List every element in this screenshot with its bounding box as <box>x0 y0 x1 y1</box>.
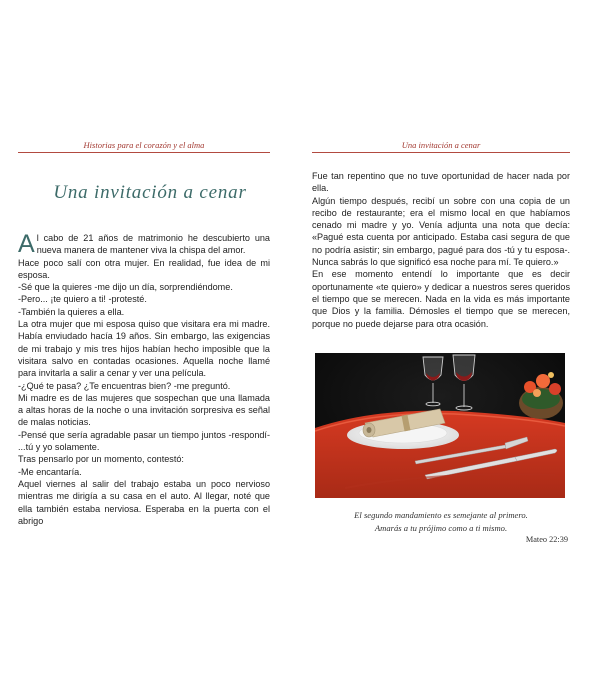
paragraph: -Sé que la quieres -me dijo un día, sorprendiéndome. <box>18 282 233 293</box>
verse-line-1: El segundo mandamiento es semejante al primero. <box>354 510 528 520</box>
paragraph: Mi madre es de las mujeres que sospechan que una llamada a altas horas de la noche o una invitación sorpresiva es señal de malas noticias. <box>18 392 270 428</box>
dinner-table-photo <box>315 353 565 498</box>
paragraph: -También la quieres a ella. <box>18 306 125 317</box>
right-body-text <box>312 170 570 330</box>
paragraph: -Me encantaría. <box>18 466 82 477</box>
header-rule-left <box>18 152 270 153</box>
paragraph: Algún tiempo después, recibí un sobre con una copia de un recibo de restaurante; era el mismo local en que habíamos cenado mi madre y yo. Venía adjunta una nota que decía: «Pagué esta cuenta por anticipado. Estaba casi segura de que no podría asistir; sin embargo, pagué para dos -tú y tu esposa-. Nunca sabrás lo que significó esa noche para mí. Te quiero.» <box>312 195 570 268</box>
right-page <box>300 0 600 691</box>
paragraph: La otra mujer que mi esposa quiso que visitara era mi madre. Había enviudado hacía 19 años. Sin embargo, las exigencias de mi trabajo y mis tres hijos habían hecho imposible que la visitara salvo en contadas ocasiones. Aquella noche llamé para invitarla a salir a cenar y ver una película. <box>18 319 270 379</box>
verse-line-2: Amarás a tu prójimo como a ti mismo. <box>374 523 508 533</box>
paragraph: -¿Qué te pasa? ¿Te encuentras bien? -me preguntó. <box>18 380 231 391</box>
left-body-text <box>18 232 270 527</box>
paragraph: Aquel viernes al salir del trabajo estaba un poco nervioso mientras me dirigía a su casa en el auto. Al llegar, noté que ella también estaba nerviosa. Esperaba en la puerta con el abrigo <box>18 478 270 526</box>
header-rule-right <box>312 152 570 153</box>
paragraph: -Pero... ¡te quiero a ti! -protesté. <box>18 294 147 305</box>
running-head-right: Una invitación a cenar <box>401 140 481 150</box>
paragraph: Hace poco salí con otra mujer. En realidad, fue idea de mi esposa. <box>18 257 270 280</box>
chapter-title: Una invitación a cenar <box>53 182 247 203</box>
drop-cap: A <box>18 230 35 258</box>
paragraph: Fue tan repentino que no tuve oportunidad de hacer nada por ella. <box>312 171 570 194</box>
paragraph: Tras pensarlo por un momento, contestó: <box>18 454 184 465</box>
table-setting-illustration <box>315 353 565 498</box>
running-head-left: Historias para el corazón y el alma <box>83 140 205 150</box>
verse-reference: Mateo 22:39 <box>525 535 568 544</box>
paragraph: -Pensé que sería agradable pasar un tiempo juntos -respondí- ...tú y yo solamente. <box>18 429 270 453</box>
paragraph: En ese momento entendí lo importante que es decir oportunamente «te quiero» y dedicar a nuestros seres queridos el tiempo que se merecen. Nada en la vida es más importante que Dios y la familia. Démosles el tiempo que se merecen, porque no puede dejarse para otra ocasión. <box>312 269 570 329</box>
paragraph: Al cabo de 21 años de matrimonio he descubierto una nueva manera de mantener viva la chispa del amor. <box>18 230 270 258</box>
